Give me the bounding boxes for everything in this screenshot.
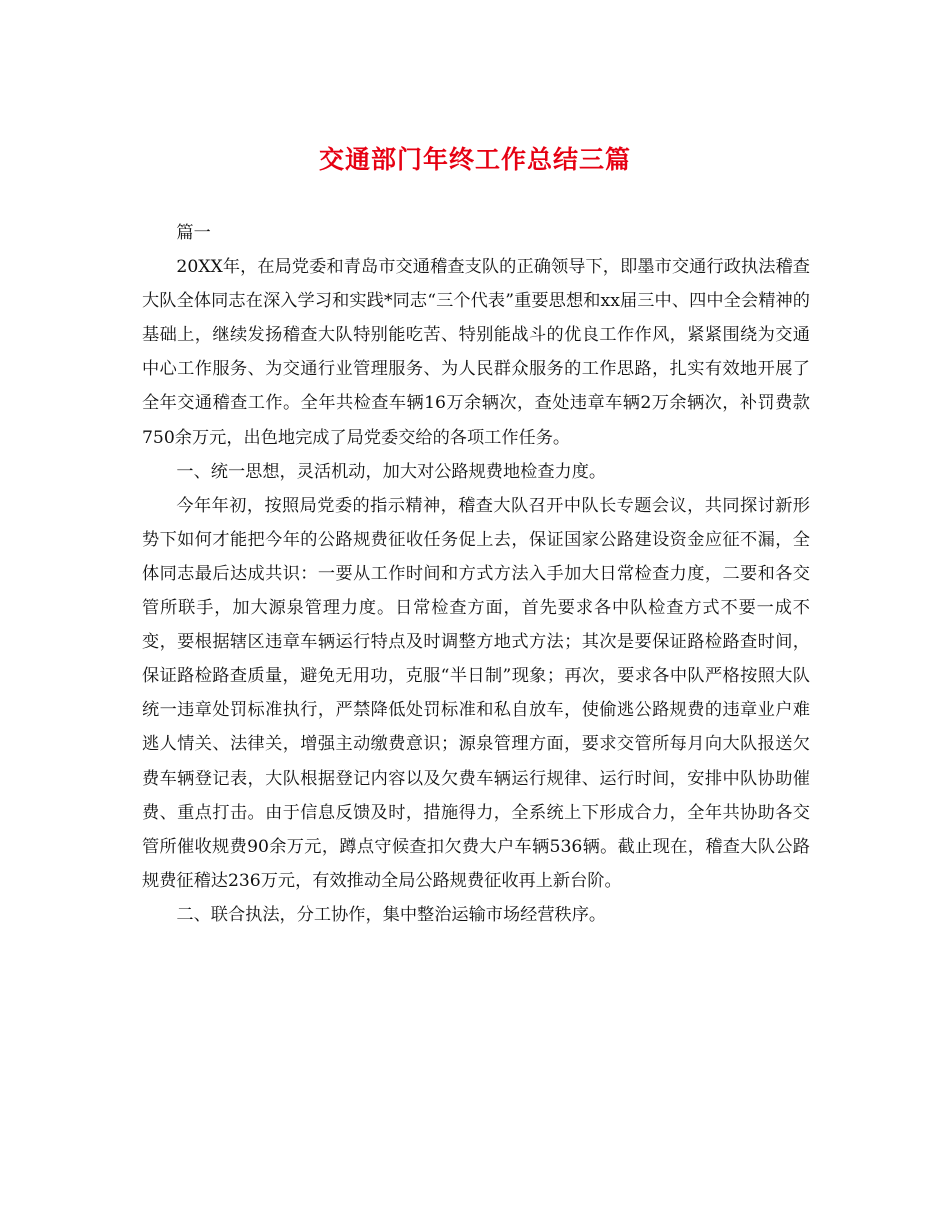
document-title: 交通部门年终工作总结三篇 <box>318 145 631 174</box>
section-label: 篇一 <box>176 223 211 243</box>
intro-paragraph: 20XX年，在局党委和青岛市交通稽查支队的正确领导下，即墨市交通行政执法稽查大队全体同志在深入学习和实践*同志“三个代表”重要思想和xx届三中、四中全会精神的基础上，继续发扬稽查大队特别能吃苦、特别能战斗的优良工作作风，紧紧围绕为交通中心工作服务、为交通行业管理服务、为人民群众服务的工作思路，扎实有效地开展了全年交通稽查工作。全年共检查车辆16万余辆次，查处违章车辆2万余辆次，补罚费款750余万元，出色地完成了局党委交给的各项工作任务。 <box>142 257 810 448</box>
section-heading-1: 一、统一思想，灵活机动，加大对公路规费地检查力度。 <box>176 461 607 482</box>
section-1-paragraph: 今年年初，按照局党委的指示精神，稽查大队召开中队长专题会议，共同探讨新形势下如何才能把今年的公路规费征收任务促上去，保证国家公路建设资金应征不漏，全体同志最后达成共识：一要从工作时间和方式方法入手加大日常检查力度，二要和各交管所联手，加大源泉管理力度。日常检查方面，首先要求各中队检查方式不要一成不变，要根据辖区违章车辆运行特点及时调整方地式方法；其次是要保证路检路查时间，保证路检路查质量，避免无用功，克服“半日制”现象；再次，要求各中队严格按照大队统一违章处罚标准执行，严禁降低处罚标准和私自放车，使偷逃公路规费的违章业户难逃人情关、法律关，增强主动缴费意识；源泉管理方面，要求交管所每月向大队报送欠费车辆登记表，大队根据登记内容以及欠费车辆运行规律、运行时间，安排中队协助催费、重点打击。由于信息反馈及时，措施得力，全系统上下形成合力，全年共协助各交管所催收规费90余万元，蹲点守候查扣欠费大户车辆536辆。截止现在，稽查大队公路规费征稽达236万元，有效推动全局公路规费征收再上新台阶。 <box>142 495 810 891</box>
section-heading-2: 二、联合执法，分工协作，集中整治运输市场经营秩序。 <box>176 904 607 925</box>
document-body <box>142 216 810 932</box>
